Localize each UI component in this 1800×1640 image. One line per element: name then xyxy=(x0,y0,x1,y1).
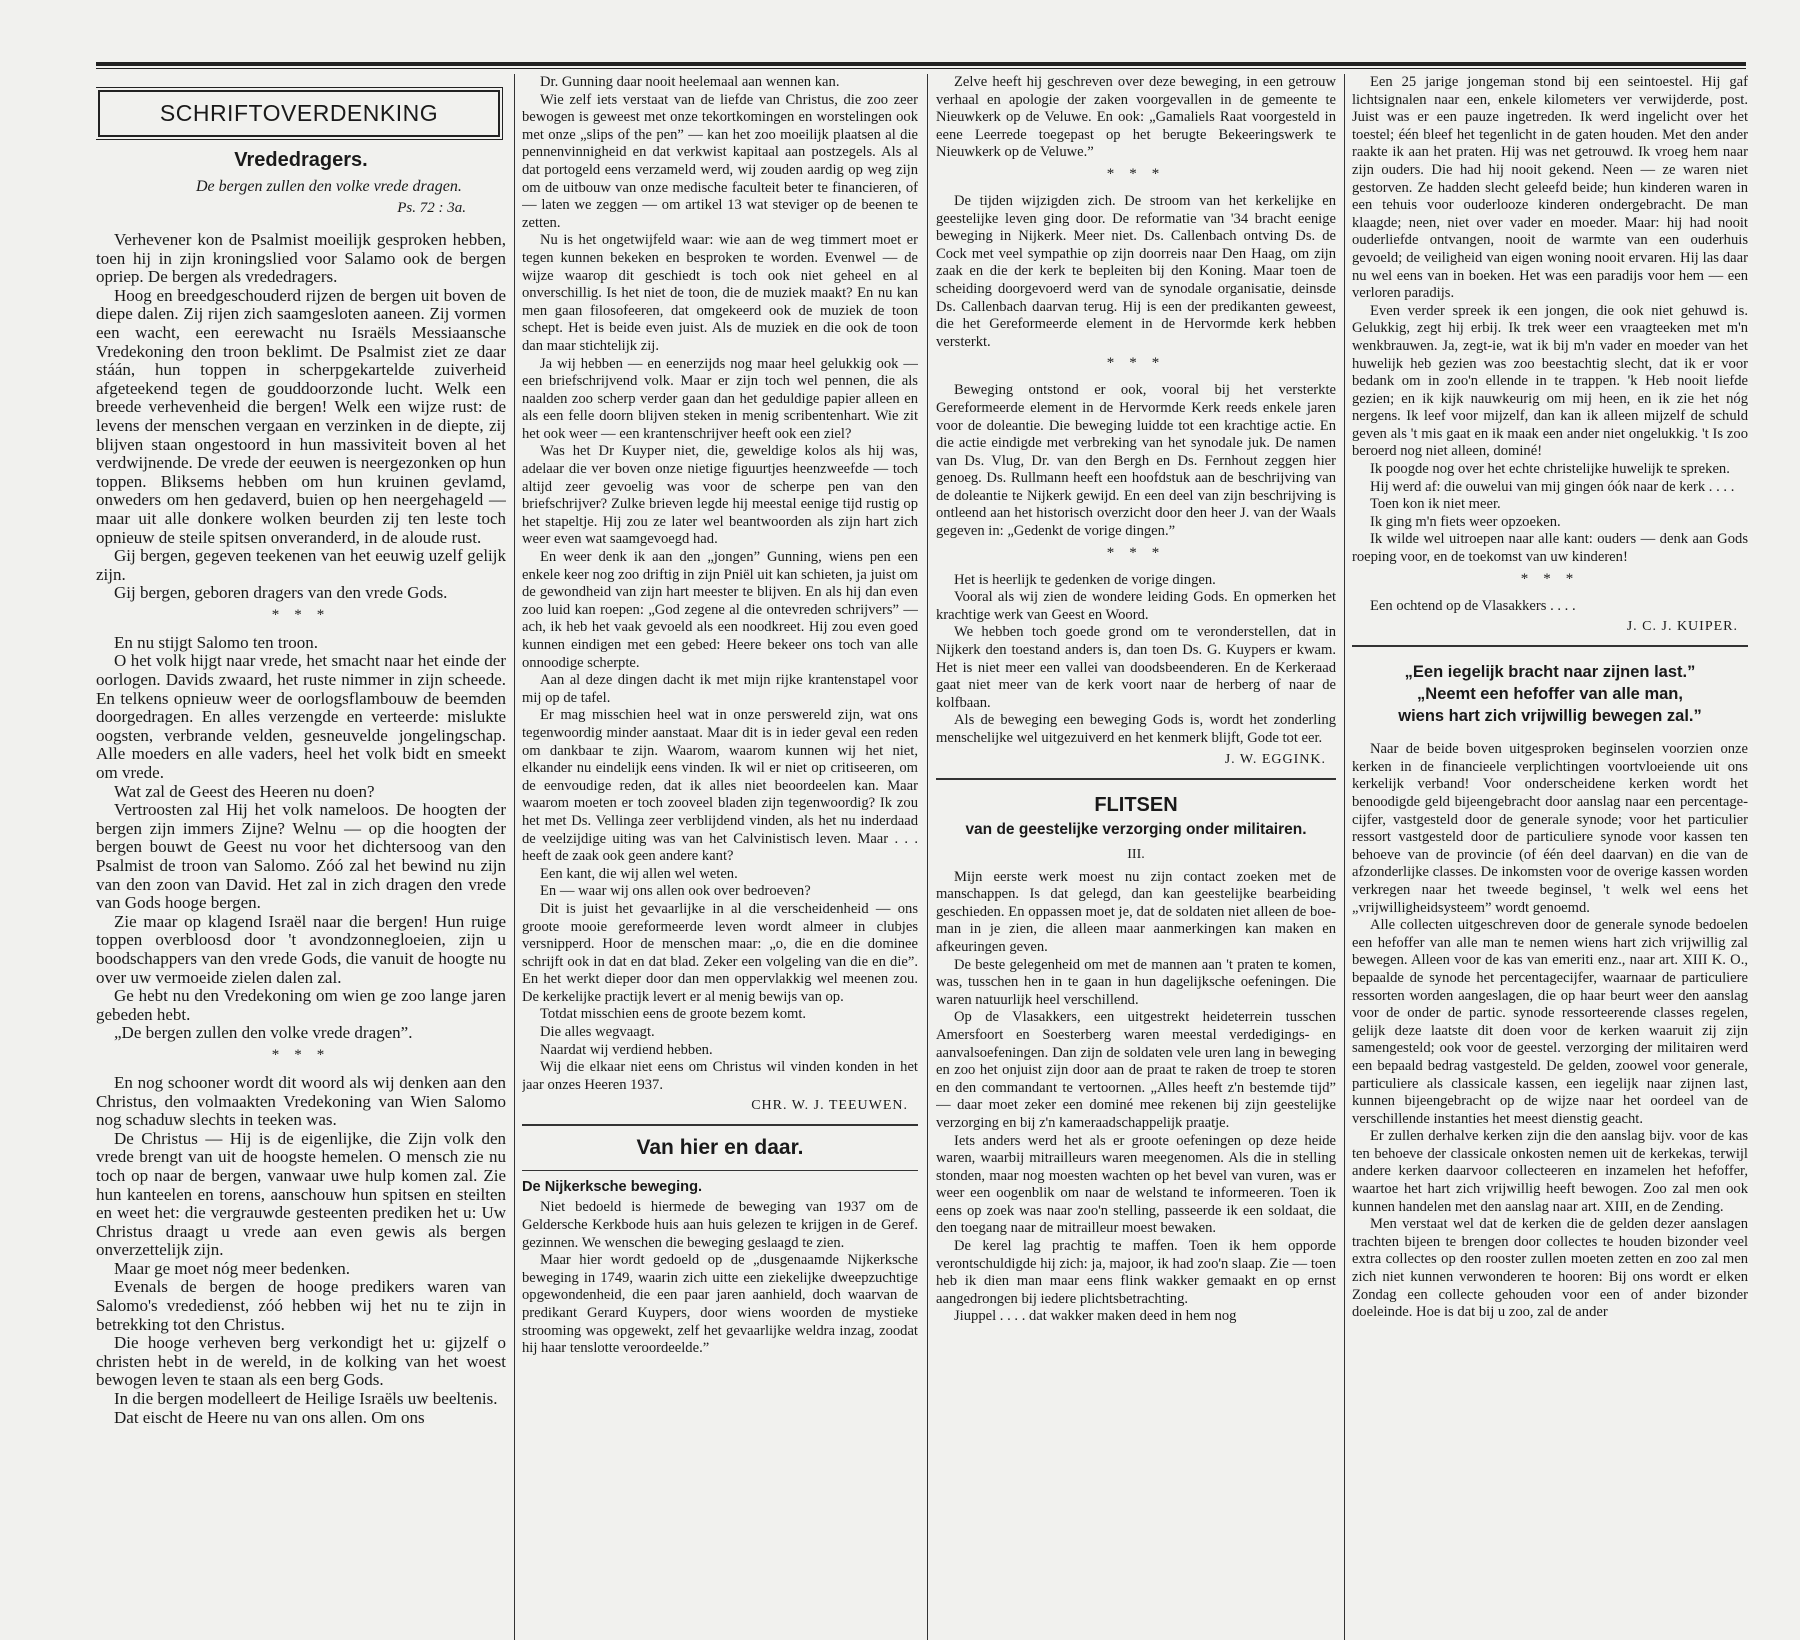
paragraph: Evenals de bergen de hooge predikers waren van Salomo's vrededienst, zóó hebben wij het nu te zijn in betrekking tot den Christus. xyxy=(96,1277,506,1334)
section-rule xyxy=(1352,645,1748,647)
paragraph: Mijn eerste werk moest nu zijn contact zoeken met de manschappen. Is dat gelegd, dan kan geestelijke bearbeiding geschieden. En oppassen moet je, dat de soldaten niet alleen de boe-man in je zien, die alleen maar aanmerkingen kan maken en afkeuringen geven. xyxy=(936,868,1336,955)
section-separator: * * * xyxy=(271,606,331,623)
epigraph: De bergen zullen den volke vrede dragen. xyxy=(196,178,462,195)
section-separator: * * * xyxy=(1106,544,1166,561)
paragraph: Hoog en breedgeschouderd rijzen de bergen uit boven de diepe dalen. Zij rijen zich saamgesloten aaneen. Zij vormen een wacht, een eerewacht nu Israëls Messiaansche Vredekoning den troon beklimt. De Psalmist ziet ze daar stáán, hun toppen in scherpgekartelde zuiverheid afgeteekend tegen de gouddoorzonde lucht. Welk een breede verhevenheid die bergen! Welk een wijze rust: de levens der menschen vergaan en verzinken in de diepte, zij blijven staan ongestoord in hun massiviteit boven al het verdwijnende. De vrede der eeuwen is neergezonken op hun toppen. Bliksems hebben om hun kruinen gevlamd, onweders om hen gedaverd, buien op hen neergehageld — maar uit alle donkere wolken beurden zij ten leste toch opnieuw de steile spitsen onveranderd, in de aloude rust. xyxy=(96,285,506,547)
top-rule xyxy=(96,62,1746,66)
paragraph: De tijden wijzigden zich. De stroom van het kerkelijke en geestelijke leven ging door. De reformatie van '34 bracht eenige beweging in Nijkerk. Meer niet. Ds. Callenbach ontving Ds. de Cock met veel sympathie op zijn doorreis naar Den Haag, om zijn zaak en die der kerk te bepleiten bij den Koning. Maar toen de scheiding doorgevoerd werd van de synodale organisatie, deinsde Ds. Callenbach daarvan terug. Hij is een der predikanten geweest, die het Gereformeerde element in de Hervormde kerk hebben versterkt. xyxy=(936,192,1336,350)
paragraph: Toen kon ik niet meer. xyxy=(1370,496,1501,513)
paragraph: Ja wij hebben — en eenerzijds nog maar heel gelukkig ook — een briefschrijvend volk. Maar er zijn toch wel pennen, die als naalden zoo scherp verder gaan dan het geduldige papier alleen en als een felle doorn blijven steken in menig scribentenhart. Wie zit het ook weer — een krantenschrijver heeft ook een ziel? xyxy=(522,355,918,442)
paragraph: Gij bergen, gegeven teekenen van het eeuwig uzelf gelijk zijn. xyxy=(96,546,506,584)
paragraph: Als de beweging een beweging Gods is, wordt het zonderling menschelijke wel uitgezuiverd en het kenmerk blijft, Gode tot eer. xyxy=(936,712,1336,746)
section-subtitle: van de geestelijke verzorging onder militairen. xyxy=(965,820,1307,838)
quote-line: „Een iegelijk bracht naar zijnen last.” xyxy=(1404,663,1696,682)
section-rule xyxy=(522,1124,918,1126)
paragraph: Vertroosten zal Hij het volk nameloos. De hoogten der bergen zijn immers Zijne? Welnu — op die hoogten der bergen bouwt de Geest nu voor het dichtersoog van den Psalmist de troon van Salomo. Zóó zal het bewind nu zijn van den zoon van David. Het zal in zich dragen den vrede van Gods hooge bergen. xyxy=(96,800,506,913)
section-separator: * * * xyxy=(1106,355,1166,372)
paragraph: Er mag misschien heel wat in onze perswereld zijn, wat ons tegenwoordig minder aanstaat. Maar dit is in ieder geval een reden om dankbaar te zijn. Waarom, waarom kunnen wij het niet, elkander nu eindelijk eens vinden. Ik wil er niet op critiseeren, om de eenvoudige reden, dat ik alles niet beoordeelen kan. Maar waarom moeten er toch zooveel bladen zijn tegenwoordig? Ik zou het met Ds. Vellinga zeer verblijdend vinden, als het nu inderdaad de veelzijdige uiting was van het Calvinistisch leven. Maar . . . heeft de zaak ook geen andere kant? xyxy=(522,707,918,865)
paragraph: En weer denk ik aan den „jongen” Gunning, wiens pen een enkele keer nog zoo driftig in zijn Pniël uit kan schieten, ja juist om de gewondheid van zijn hart meester te blijven. En als hij dan even zoo luid kan roepen: „God zegene al die ontevreden schrijvers” — ach, ik heb het vaak gevoeld als een noodkreet. Hij zou even goed kunnen eindigen met een gebed: Heere bekeer ons toch van alle onnoodige scherpte. xyxy=(522,549,918,671)
paragraph: Nu is het ongetwijfeld waar: wie aan de weg timmert moet er tegen kunnen bekeken en besproken te worden. Evenwel — de wijze waarop dit geschiedt is toch ook niet geheel en al onverschillig. Is het niet de toon, die de muziek maakt? En nu kan men gaan filosofeeren, dat omgekeerd ook de muziek de toon schept. Het is beide even juist. Als de muziek en die ook de toon dan maar stichtelijk zij. xyxy=(522,232,918,354)
paragraph: Verhevener kon de Psalmist moeilijk gesproken hebben, toen hij in zijn kroningslied voor Salamo ook de bergen opriep. De bergen als vrededragers. xyxy=(96,230,506,287)
paragraph: In die bergen modelleert de Heilige Israëls uw beeltenis. xyxy=(114,1389,498,1409)
paragraph: De Christus — Hij is de eigenlijke, die Zijn volk den vrede brengt van uit de hoogste hemelen. O mensch zie nu toch op naar de bergen, vanwaar uwe hulp komen zal. Zie hun kanteelen en torens, aanschouw hun spitsen en steilten en weet het: die vergrauwde gesteenten prediken het u: Uw Christus draagt u vrede aan even gewis als bergen onverzettelijk zijn. xyxy=(96,1128,506,1260)
author-signature: J. C. J. KUIPER. xyxy=(1626,619,1738,635)
paragraph: Ik ging m'n fiets weer opzoeken. xyxy=(1370,513,1561,530)
column-1 xyxy=(96,74,506,1640)
paragraph: Er zullen derhalve kerken zijn die den aanslag bijv. voor de kas ten behoeve der classicale onkosten nemen uit de kerkekas, terwijl andere kerken daarvoor collecteeren en inzamelen het hefoffer, waartoe het hart zich vrijwillig heeft bewogen. Zoo zal men ook kunnen handelen met den aanslag naar art. XIII, en de Zending. xyxy=(1352,1128,1748,1215)
column-divider xyxy=(927,74,928,1640)
author-signature: J. W. EGGINK. xyxy=(1224,751,1326,767)
paragraph: Wat zal de Geest des Heeren nu doen? xyxy=(114,781,375,801)
paragraph: Zelve heeft hij geschreven over deze beweging, in een getrouw verhaal en apologie der zaken voorgevallen in de gemeente te Nieuwkerk op de Veluwe. En ook: „Gamaliels Raat voorgesteld in eene Leerrede toegepast op het berugte Bekeeringswerk te Nieuwkerk op de Veluwe.” xyxy=(936,74,1336,161)
section-rule xyxy=(522,1170,918,1171)
paragraph: Naardat wij verdiend hebben. xyxy=(540,1041,713,1058)
paragraph: Niet bedoeld is hiermede de beweging van 1937 om de Geldersche Kerkbode huis aan huis gelezen te krijgen in de Geref. gezinnen. We wenschen die beweging geslaagd te zien. xyxy=(522,1199,918,1251)
paragraph: Was het Dr Kuyper niet, die, geweldige kolos als hij was, adelaar die ver boven onze nietige figuurtjes heenzweefde — toch altijd zeer gevoelig was voor de scherpe pen van den briefschrijver? Zulke brieven legde hij meestal eenige tijd rustig op het stapeltje. Hij zou ze later wel beantwoorden als zijn hart zich weer even wat saamgevoegd had. xyxy=(522,443,918,548)
subheading: De Nijkerksche beweging. xyxy=(522,1179,703,1196)
paragraph: Iets anders werd het als er groote oefeningen op deze heide waren, waarbij mitrailleurs waren meegenomen. Als die in stelling stonden, maar nog moesten wachten op het bevel van vuren, was er weer een oogenblik om naar de welstand te informeeren. Toen ik eens op zoek was naar zoo'n stelling, passeerde ik een soldaat, die den toegang naar de mitrailleur moest bewaken. xyxy=(936,1132,1336,1237)
paragraph: En — waar wij ons allen ook over bedroeven? xyxy=(540,883,811,900)
paragraph: Ik wilde wel uitroepen naar alle kant: ouders — denk aan Gods roeping voor, en de toekomst van uw kinderen! xyxy=(1352,531,1748,566)
section-separator: * * * xyxy=(1106,165,1166,182)
section-rule xyxy=(936,778,1336,780)
quote-heading xyxy=(1352,661,1748,727)
paragraph: En nu stijgt Salomo ten troon. xyxy=(114,632,318,652)
paragraph: Zie maar op klagend Israël naar die bergen! Hun ruige toppen overbloosd door 't avondzonnegloeien, zijn u boodschappers van den vrede Gods, die vanuit de hoogte nu over uw vermoeide zielen dalen zal. xyxy=(96,911,506,987)
paragraph: Men verstaat wel dat de kerken die de gelden dezer aanslagen trachten bijeen te brengen door collectes te houden bizonder veel extra collectes op den rooster zullen moeten zetten en zoo zal men zich niet kunnen verwonderen te hooren: Bij ons wordt er elken Zondag een collecte gehouden voor een of ander bizonder doeleinde. Hoe is dat bij u zoo, zal de ander xyxy=(1352,1216,1748,1321)
column-4 xyxy=(1352,74,1748,1640)
paragraph: Ge hebt nu den Vredekoning om wien ge zoo lange jaren gebeden hebt. xyxy=(96,986,506,1024)
paragraph: Die alles wegvaagt. xyxy=(540,1024,655,1041)
quote-line: wiens hart zich vrijwillig bewegen zal.” xyxy=(1398,707,1702,726)
paragraph: Maar hier wordt gedoeld op de „dusgenaamde Nijkerksche beweging in 1749, waarin zich uitte een ziekelijke dweepzuchtige opgewondenheid, die een paar jaren aanhield, doch waarvan de predikant Gerard Kuypers, door wiens woorden de mystieke strooming was opgewekt, zelf het gevaarlijke weldra inzag, zoodat hij haar tenslotte veroordeelde.” xyxy=(522,1252,918,1357)
section-title-schriftoverdenking: SCHRIFTOVERDENKING xyxy=(98,90,500,137)
paragraph: Dit is juist het gevaarlijke in al die verscheidenheid — ons groote mooie gereformeerde leven wordt almeer in clubjes versnipperd. Hoor de menschen maar: „o, die en die dominee schrijft ook in dat en dat blad. Zeker een volgeling van die en die”. En het werkt dieper door dan men oppervlakkig wel meenen zou. De kerkelijke practijk levert er al menig bewijs van op. xyxy=(522,900,918,1005)
paragraph: We hebben toch goede grond om te veronderstellen, dat in Nijkerk den toestand anders is, dan toen Ds. G. Kuypers er kwam. Het is niet meer een vallei van doodsbeenderen. En de Kerkeraad gaat niet meer van de kerk voort naar de herberg of naar de kolfbaan. xyxy=(936,624,1336,711)
paragraph: Alle collecten uitgeschreven door de generale synode bedoelen een hefoffer van alle man te nemen wiens hart zich vrijwillig zal bewegen. Alleen voor de kas van emeriti enz., naar art. XIII K. O., bepaalde de synode het percentagecijfer, waarnaar de particuliere ressorten worden aangeslagen, die op haar beurt weer den aanslag voor de onder de partic. synode ressorteerende classes regelen, gelijk deze laatste dit doen voor de kerken waaruit zij zijn samengesteld; ook voor de geestel. verzorging der militairen werd een bepaald bedrag vastgesteld. De gelden, zoowel voor generale, particuliere als classicale kassen, een iegelijk naar zijnen last, kunnen bijeengebracht op de wijze naar het oordeel van de verschillende instanties het meest dienstig geacht. xyxy=(1352,917,1748,1127)
article-title: Vrededragers. xyxy=(234,149,368,171)
paragraph: Jiuppel . . . . dat wakker maken deed in hem nog xyxy=(954,1308,1237,1325)
paragraph: Totdat misschien eens de groote bezem komt. xyxy=(540,1006,807,1023)
paragraph: Even verder spreek ik een jongen, die ook niet gehuwd is. Gelukkig, zegt hij erbij. Ik trek weer een vraagteeken met m'n wenkbrauwen. Ja, zegt-ie, wat ik bij m'n vader en moeder van het huwelijk heb gezien was zoo beestachtig slecht, dat ik er voor bedank om in zoo'n ellende in te trappen. 'k Heb nooit liefde gezien; en ik kijk nauwkeurig om mij heen, en ik zie het nóg nergens. Ik leef voor mijzelf, dan kan ik alleen mijzelf de schuld geven als 't mis gaat en ik maak een ander niet ongelukkig. 't Is zoo beroerd nog niet alleen, dominé! xyxy=(1352,302,1748,460)
column-2 xyxy=(522,74,918,1640)
top-rule-thin xyxy=(96,68,1746,69)
paragraph: Maar ge moet nóg meer bedenken. xyxy=(114,1258,351,1278)
paragraph: Die hooge verheven berg verkondigt het u: gijzelf o christen hebt in de wereld, in de kolking van het woest bewogen leven te staan als een berg Gods. xyxy=(96,1333,506,1390)
column-divider xyxy=(1344,74,1345,1640)
paragraph: Een 25 jarige jongeman stond bij een seintoestel. Hij gaf lichtsignalen naar een, enkele kilometers ver verwijderde, post. Juist was er een pauze ingetreden. Ik werd ingelicht over het toestel; één bleef het tegenlicht in de gaten houden. Met den ander raakte ik aan het praten. Hij was net getrouwd. Ik vroeg hem naar zijn ouders. Die had hij nooit gekend. Neen — ze waren niet gestorven. Ze hadden slecht geleefd beide; hun kinderen waren in een tehuis voor ouderlooze kinderen ondergebracht. De man klaagde; neen, niet over vader en moeder. Maar: hij had nooit ouderliefde ontvangen, nooit de warmte van een ouderhuis gevoeld; de veiligheid van eigen woning nooit ervaren. Hij las daar nu wel eens van in boeken. Het was een paradijs voor hem — een verloren paradijs. xyxy=(1352,74,1748,302)
paragraph: Hij werd af: die ouwelui van mij gingen óók naar de kerk . . . . xyxy=(1370,478,1735,495)
paragraph: Gij bergen, geboren dragers van den vrede Gods. xyxy=(114,583,448,603)
closing-line: Een ochtend op de Vlasakkers . . . . xyxy=(1370,597,1576,614)
author-signature: CHR. W. J. TEEUWEN. xyxy=(751,1098,908,1114)
section-title-van-hier-en-daar: Van hier en daar. xyxy=(636,1136,804,1160)
paragraph: Vooral als wij zien de wondere leiding Gods. En opmerken het krachtige werk van Geest en Woord. xyxy=(936,589,1336,623)
paragraph: Wie zelf iets verstaat van de liefde van Christus, die zoo zeer bewogen is geweest met onze tekortkomingen en worstelingen ook met onze „slips of the pen” — kan het zoo moeilijk plaatsen al die pennenvinnigheid en dat verkwist kapitaal aan postzegels. Als al dat portogeld eens verzameld werd, wij zouden aardig op weg zijn om de uitbouw van onze medische faculteit beter te financieren, of — laten we zeggen — om artikel 13 wat steviger op de beenen te zetten. xyxy=(522,91,918,231)
section-title-flitsen: FLITSEN xyxy=(1094,793,1178,816)
section-separator: * * * xyxy=(271,1046,331,1063)
paragraph: En nog schooner wordt dit woord als wij denken aan den Christus, den volmaakten Vredekoning van Wien Salomo nog schaduw slechts in teeken was. xyxy=(96,1072,506,1130)
paragraph: „De bergen zullen den volke vrede dragen”. xyxy=(114,1023,413,1043)
paragraph: Ik poogde nog over het echte christelijke huwelijk te spreken. xyxy=(1370,461,1730,478)
paragraph: Op de Vlasakkers, een uitgestrekt heideterrein tusschen Amersfoort en Soesterberg waren meestal verdedigings- en aanvalsoefeningen. Dan zijn de soldaten vele uren lang in beweging en zoo het onjuist zijn door aan de praat te raken de troep te storen en den commandant te vertoornen. „Alles heeft z'n bestemde tijd” — daar moet zeker een dominé mee rekenen bij zijn geestelijke verzorging en bij z'n kameraadschappelijk praatje. xyxy=(936,1009,1336,1131)
paragraph: De kerel lag prachtig te maffen. Toen ik hem opporde verontschuldigde hij zich: ja, majoor, ik had zoo'n slaap. Zie — toen heb ik dien man maar eens flink wakker gemaakt en op ernst aangedrongen bij iedere plichtsbetrachting. xyxy=(936,1238,1336,1307)
quote-line: „Neemt een hefoffer van alle man, xyxy=(1417,685,1683,704)
paragraph: Aan al deze dingen dacht ik met mijn rijke krantenstapel voor mij op de tafel. xyxy=(522,672,918,706)
paragraph: Dr. Gunning daar nooit heelemaal aan wennen kan. xyxy=(540,74,840,90)
column-divider xyxy=(514,74,515,1640)
paragraph: De beste gelegenheid om met de mannen aan 't praten te komen, was, tusschen hen in te gaan in hun dagelijksche oefeningen. Die waren natuurlijk heel verschillend. xyxy=(936,956,1336,1008)
paragraph: Dat eischt de Heere nu van ons allen. Om ons xyxy=(114,1407,425,1427)
section-separator: * * * xyxy=(1520,570,1580,587)
part-number: III. xyxy=(1127,846,1145,862)
paragraph: Een kant, die wij allen wel weten. xyxy=(540,865,738,882)
epigraph-reference: Ps. 72 : 3a. xyxy=(397,200,466,216)
column-3 xyxy=(936,74,1336,1640)
paragraph: O het volk hijgt naar vrede, het smacht naar het einde der oorlogen. Davids zwaard, het ruste nimmer in zijn scheede. En telkens opnieuw weer de oorlogsflambouw de beemden doorgedragen. En alles verzengde en verteerde: mislukte oogsten, verbrande velden, gesneuvelde jongelingschap. Alle moeders en alle vaders, heel het volk bidt en smeekt om vrede. xyxy=(96,651,506,783)
paragraph: Beweging ontstond er ook, vooral bij het versterkte Gereformeerde element in de Hervormde Kerk reeds enkele jaren voor de doleantie. Die beweging luidde tot een krachtige actie. En die actie eindigde met verbreking van het synodale juk. De namen van Ds. Vlug, Dr. van den Bergh en Ds. Fernhout zeggen hier genoeg. Ds. Rullmann heeft een hoofdstuk aan de beschrijving van de doleantie te Nijkerk gewijd. En een deel van zijn beschrijving is ontleend aan het historisch overzicht door den heer J. van der Waals gegeven in: „Gedenkt de vorige dingen.” xyxy=(936,382,1336,540)
paragraph: Wij die elkaar niet eens om Christus wil vinden konden in het jaar onzes Heeren 1937. xyxy=(522,1059,918,1093)
paragraph: Het is heerlijk te gedenken de vorige dingen. xyxy=(954,571,1216,588)
paragraph: Naar de beide boven uitgesproken beginselen voorzien onze kerken in de financieele verplichtingen voortvloeiende uit ons kerkelijk verband! Voor onderscheidene kerken wordt het benoodigde geld bijeengebracht door aanslag naar een percentage-cijfer, vastgesteld door de generale synode; voor het particulier ressort vastgesteld door de particuliere synode voor kassen ten behoeve van de provincie (of één deel daarvan) en die van de afzonderlijke classes. De inkomsten voor de overige kassen worden verkregen naar het tweede beginsel, 't welk wel eens het „vrijwilligheidsysteem” wordt genoemd. xyxy=(1352,741,1748,916)
